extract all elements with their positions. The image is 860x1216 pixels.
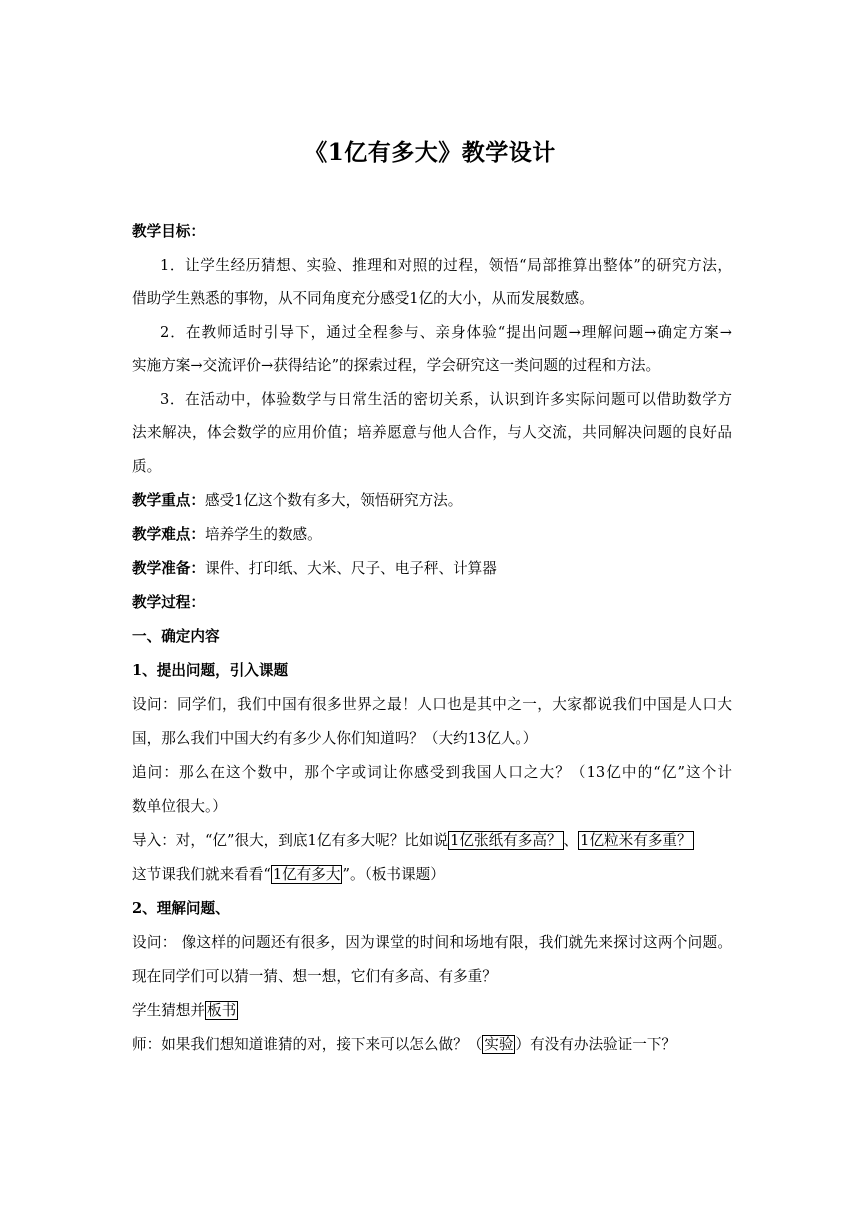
goal-3-line-2: 法来解决，体会数学的应用价值；培养愿意与他人合作，与人交流，共同解决问题的良好品 xyxy=(132,424,732,441)
document-title: 《1亿有多大》教学设计 xyxy=(304,139,556,166)
question-3-line-2: 现在同学们可以猜一猜、想一想，它们有多高、有多重？ xyxy=(132,968,497,985)
goal-2-line-1: 2．在教师适时引导下，通过全程参与、亲身体验“提出问题→理解问题→确定方案→ xyxy=(160,324,732,341)
guess-line xyxy=(132,1001,732,1021)
preparation xyxy=(132,559,732,579)
topic-line xyxy=(132,865,732,885)
question-2-line-2: 数单位很大。） xyxy=(132,798,227,815)
boxed-question-paper: 1亿张纸有多高？ xyxy=(450,832,562,849)
goal-3-line-1: 3．在活动中，体验数学与日常生活的密切关系，认识到许多实际问题可以借助数学方 xyxy=(160,391,732,408)
key-point-text: 感受1亿这个数有多大，领悟研究方法。 xyxy=(204,492,463,509)
subsection-1-heading: 1、提出问题，引入课题 xyxy=(132,662,289,679)
goal-1-line-1: 1．让学生经历猜想、实验、推理和对照的过程，领悟“局部推算出整体”的研究方法， xyxy=(160,257,732,274)
topic-text-post: ”。（板书课题） xyxy=(342,866,445,883)
teacher-text-pre: 师：如果我们想知道谁猜的对，接下来可以怎么做？（ xyxy=(132,1036,483,1053)
goal-3-line-3: 质。 xyxy=(132,458,162,475)
difficulty-text: 培养学生的数感。 xyxy=(204,526,322,543)
topic-text-pre: 这节课我们就来看看“ xyxy=(132,866,271,883)
intro-separator: 、 xyxy=(563,832,579,849)
intro-text: 导入：对，“亿”很大，到底1亿有多大呢？比如说 xyxy=(132,832,449,849)
difficulty-label: 教学难点： xyxy=(132,526,205,543)
question-2-line-1: 追问：那么在这个数中，那个字或词让你感受到我国人口之大？（13亿中的“亿”这个计 xyxy=(132,764,732,781)
process-heading: 教学过程： xyxy=(132,594,205,611)
intro-line xyxy=(132,831,732,851)
key-point xyxy=(132,491,732,511)
boxed-blackboard: 板书 xyxy=(206,1002,237,1019)
teacher-text-post: ）有没有办法验证一下？ xyxy=(515,1036,677,1053)
goal-2-line-2: 实施方案→交流评价→获得结论”的探索过程，学会研究这一类问题的过程和方法。 xyxy=(132,357,661,374)
boxed-experiment: 实验 xyxy=(484,1036,514,1053)
subsection-2-heading: 2、理解问题、 xyxy=(132,900,230,917)
question-1-line-1: 设问：同学们，我们中国有很多世界之最！人口也是其中之一，大家都说我们中国是人口大 xyxy=(132,696,732,713)
key-point-label: 教学重点： xyxy=(132,492,205,509)
preparation-label: 教学准备： xyxy=(132,560,205,577)
difficulty xyxy=(132,525,732,545)
goals-heading: 教学目标： xyxy=(132,223,205,240)
boxed-topic: 1亿有多大 xyxy=(272,866,341,883)
guess-text: 学生猜想并 xyxy=(132,1002,205,1019)
preparation-text: 课件、打印纸、大米、尺子、电子秤、计算器 xyxy=(204,560,497,577)
boxed-question-rice: 1亿粒米有多重？ xyxy=(580,832,692,849)
goal-1-line-2: 借助学生熟悉的事物，从不同角度充分感受1亿的大小，从而发展数感。 xyxy=(132,290,594,307)
section-1-heading: 一、确定内容 xyxy=(132,628,220,645)
teacher-line xyxy=(132,1035,732,1055)
question-3-line-1: 设问： 像这样的问题还有很多，因为课堂的时间和场地有限，我们就先来探讨这两个问题。 xyxy=(132,934,732,951)
question-1-line-2: 国，那么我们中国大约有多少人你们知道吗？（大约13亿人。） xyxy=(132,730,538,747)
